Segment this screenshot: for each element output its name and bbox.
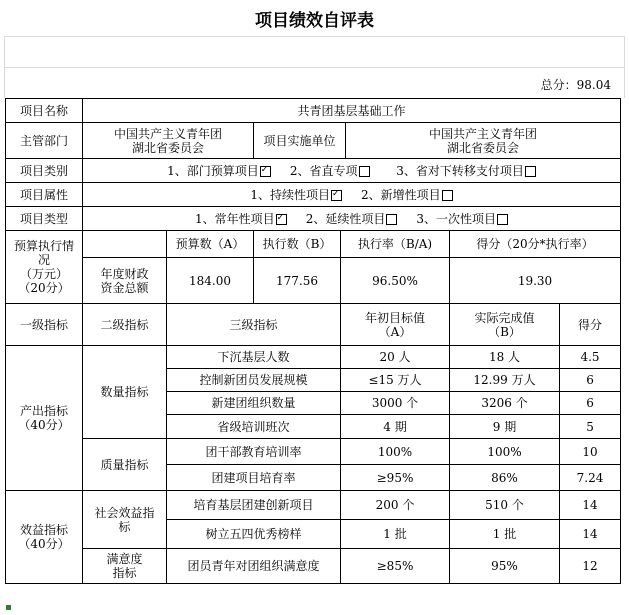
category-label: 项目类别 xyxy=(6,159,83,183)
table-row xyxy=(6,491,621,520)
indicator-actual: 510 个 xyxy=(450,491,560,520)
indicator-name: 培育基层团建创新项目 xyxy=(167,491,341,520)
type-row xyxy=(6,207,621,231)
score-col-header: 得分 xyxy=(560,304,621,346)
gridline xyxy=(624,36,625,98)
output-group-label xyxy=(6,346,83,491)
project-name-value: 共青团基层基础工作 xyxy=(83,99,621,123)
type-option-1: 1、常年性项目 xyxy=(194,211,275,226)
actual-header-line: 实际完成值 xyxy=(474,310,535,325)
department-line1: 中国共产主义青年团 xyxy=(113,126,222,141)
category-row xyxy=(6,159,621,183)
group-label-line: 满意度 xyxy=(106,552,143,566)
department-label: 主管部门 xyxy=(6,123,83,159)
budget-label-line: 况 xyxy=(37,253,50,267)
indicator-target: 1 批 xyxy=(341,520,450,549)
indicator-target: 4 期 xyxy=(341,415,450,439)
budget-value-row xyxy=(6,258,621,304)
indicator-actual: 3206 个 xyxy=(450,392,560,415)
score-header: 得分（20分*执行率） xyxy=(450,231,621,258)
exec-header: 执行数（B） xyxy=(254,231,341,258)
indicator-target: ≤15 万人 xyxy=(341,369,450,392)
department-line2: 湖北省委员会 xyxy=(131,140,204,155)
target-header xyxy=(341,304,450,346)
indicator-name: 树立五四优秀榜样 xyxy=(167,520,341,549)
indicator-name: 团干部教育培训率 xyxy=(167,439,341,465)
attribute-options xyxy=(83,183,621,207)
indicator-score: 14 xyxy=(560,491,621,520)
checkbox-checked-icon[interactable] xyxy=(276,214,287,225)
group-label-line: 产出指标 xyxy=(19,404,68,418)
implementing-unit-label: 项目实施单位 xyxy=(254,123,346,159)
budget-header: 预算数（A） xyxy=(167,231,254,258)
indicator-actual: 95% xyxy=(450,549,560,584)
total-score: 总分：98.04 xyxy=(540,78,611,92)
cell-anchor-icon xyxy=(6,605,11,610)
project-name-label: 项目名称 xyxy=(6,99,83,123)
budget-header-row xyxy=(6,231,621,258)
indicator-score: 10 xyxy=(560,439,621,465)
indicator-name: 团建项目培育率 xyxy=(167,465,341,491)
attribute-label: 项目属性 xyxy=(6,183,83,207)
indicator-name: 新建团组织数量 xyxy=(167,392,341,415)
indicator-score: 5 xyxy=(560,415,621,439)
category-option-2: 2、省直专项 xyxy=(289,163,358,178)
indicator-score: 14 xyxy=(560,520,621,549)
rate-value: 96.50% xyxy=(341,258,450,304)
page-title: 项目绩效自评表 xyxy=(255,11,374,31)
indicator-actual: 12.99 万人 xyxy=(450,369,560,392)
indicator-actual: 86% xyxy=(450,465,560,491)
benefit-group-label xyxy=(6,491,83,584)
indicator-score: 6 xyxy=(560,369,621,392)
indicator-name: 下沉基层人数 xyxy=(167,346,341,369)
gridline xyxy=(4,67,625,68)
indicator-actual: 9 期 xyxy=(450,415,560,439)
table-row xyxy=(6,439,621,465)
indicator-score: 6 xyxy=(560,392,621,415)
actual-header xyxy=(450,304,560,346)
category-option-1: 1、部门预算项目 xyxy=(167,163,259,178)
exec-value: 177.56 xyxy=(254,258,341,304)
attribute-option-1: 1、持续性项目 xyxy=(250,187,330,202)
satisfaction-group-label xyxy=(83,549,167,584)
target-header-line: 年初目标值 xyxy=(364,310,425,325)
indicator-name: 控制新团员发展规模 xyxy=(167,369,341,392)
indicator-header-row xyxy=(6,304,621,346)
budget-label-line: （万元） xyxy=(19,267,68,281)
indicator-target: 200 个 xyxy=(341,491,450,520)
annual-fund-line: 年度财政 xyxy=(100,266,149,281)
group-label-line: 标 xyxy=(118,519,131,534)
group-label-line: 指标 xyxy=(112,566,137,580)
checkbox-checked-icon[interactable] xyxy=(331,190,342,201)
group-label-line: 社会效益指 xyxy=(94,505,155,520)
score-value: 19.30 xyxy=(450,258,621,304)
indicator-name: 省级培训班次 xyxy=(167,415,341,439)
department-row xyxy=(6,123,621,159)
indicator-score: 12 xyxy=(560,549,621,584)
indicator-target: ≥85% xyxy=(341,549,450,584)
gridline xyxy=(4,36,5,98)
checkbox-empty-icon[interactable] xyxy=(359,166,370,177)
department-value xyxy=(83,123,254,159)
rate-header: 执行率（B/A) xyxy=(341,231,450,258)
budget-label xyxy=(6,231,83,304)
checkbox-empty-icon[interactable] xyxy=(386,214,397,225)
quantity-group-label: 数量指标 xyxy=(83,346,167,439)
budget-label-line: （20分） xyxy=(18,281,70,295)
attribute-option-2: 2、新增性项目 xyxy=(361,187,441,202)
category-options xyxy=(83,159,621,183)
evaluation-table xyxy=(5,98,621,584)
level2-header: 二级指标 xyxy=(83,304,167,346)
unit-line2: 湖北省委员会 xyxy=(447,140,520,155)
budget-blank-cell xyxy=(83,231,167,258)
checkbox-empty-icon[interactable] xyxy=(442,190,453,201)
checkbox-empty-icon[interactable] xyxy=(525,166,536,177)
indicator-score: 4.5 xyxy=(560,346,621,369)
unit-line1: 中国共产主义青年团 xyxy=(429,126,538,141)
actual-header-line: （B） xyxy=(488,324,521,339)
budget-value: 184.00 xyxy=(167,258,254,304)
checkbox-empty-icon[interactable] xyxy=(497,214,508,225)
indicator-name: 团员青年对团组织满意度 xyxy=(167,549,341,584)
attribute-row xyxy=(6,183,621,207)
indicator-actual: 100% xyxy=(450,439,560,465)
table-row xyxy=(6,346,621,369)
group-label-line: （40分） xyxy=(18,537,70,551)
level3-header: 三级指标 xyxy=(167,304,341,346)
group-label-line: 效益指标 xyxy=(19,523,68,537)
gridline xyxy=(4,36,625,37)
table-row xyxy=(6,549,621,584)
indicator-actual: 18 人 xyxy=(450,346,560,369)
type-option-3: 3、一次性项目 xyxy=(416,211,497,226)
target-header-line: （A） xyxy=(378,324,412,339)
category-option-3: 3、省对下转移支付项目 xyxy=(396,163,524,178)
indicator-target: 20 人 xyxy=(341,346,450,369)
social-group-label xyxy=(83,491,167,549)
implementing-unit-value xyxy=(346,123,621,159)
level1-header: 一级指标 xyxy=(6,304,83,346)
type-options xyxy=(83,207,621,231)
checkbox-checked-icon[interactable] xyxy=(260,166,271,177)
indicator-target: 100% xyxy=(341,439,450,465)
indicator-actual: 1 批 xyxy=(450,520,560,549)
type-label: 项目类型 xyxy=(6,207,83,231)
quality-group-label: 质量指标 xyxy=(83,439,167,491)
indicator-target: ≥95% xyxy=(341,465,450,491)
indicator-score: 7.24 xyxy=(560,465,621,491)
budget-label-line: 预算执行情 xyxy=(13,239,74,253)
indicator-target: 3000 个 xyxy=(341,392,450,415)
type-option-2: 2、延续性项目 xyxy=(305,211,386,226)
group-label-line: （40分） xyxy=(18,418,70,432)
annual-fund-line: 资金总额 xyxy=(100,280,149,295)
project-name-row xyxy=(6,99,621,123)
annual-fund-label xyxy=(83,258,167,304)
